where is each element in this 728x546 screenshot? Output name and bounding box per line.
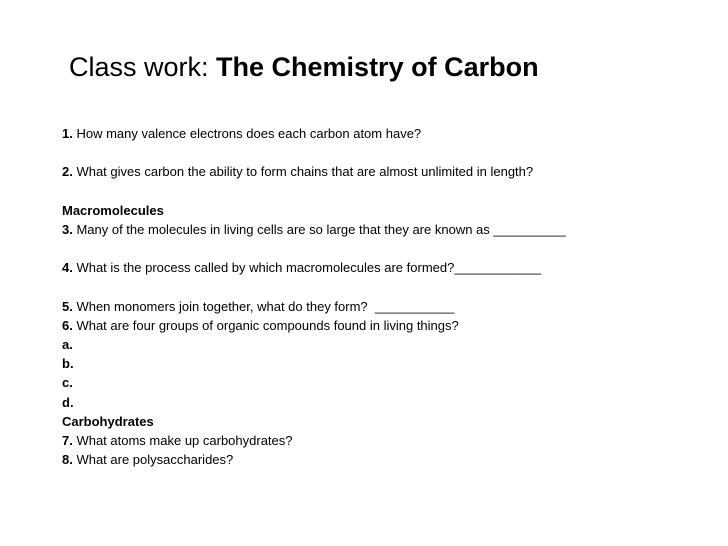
question-number: 2.: [62, 164, 73, 180]
question-text: When monomers join together, what do they form? ___________: [72, 298, 455, 314]
question-text: What are polysaccharides?: [72, 452, 234, 468]
worksheet-body: [62, 124, 702, 469]
question-number: 7.: [62, 433, 73, 448]
title-prefix: Class work:: [69, 52, 217, 82]
spacer: [62, 239, 702, 258]
question-8: [62, 450, 702, 469]
question-text: What atoms make up carbohydrates?: [72, 433, 293, 448]
question-text: Many of the molecules in living cells are so large that they are known as __________: [72, 221, 566, 237]
question-text: What are four groups of organic compounds found in living things?: [72, 317, 459, 333]
question-text: How many valence electrons does each carbon atom have?: [72, 126, 422, 141]
answer-label-a: a.: [62, 337, 73, 353]
spacer: [62, 182, 702, 201]
question-7: [62, 431, 702, 450]
question-number: 1.: [62, 126, 73, 141]
question-number: 6.: [62, 317, 73, 333]
spacer: [62, 278, 702, 297]
question-2: [62, 162, 702, 181]
question-number: 5.: [62, 298, 73, 314]
answer-label-b: b.: [62, 356, 74, 372]
section-heading-carbohydrates: Carbohydrates: [62, 413, 154, 429]
question-number: 3.: [62, 221, 73, 237]
question-number: 4.: [62, 260, 73, 276]
page-title: [69, 52, 539, 83]
question-number: 8.: [62, 452, 73, 468]
question-6: [62, 316, 702, 335]
section-heading-macromolecules: Macromolecules: [62, 202, 164, 218]
question-4: [62, 258, 702, 277]
question-5: [62, 297, 702, 316]
question-text: What is the process called by which macromolecules are formed?____________: [72, 260, 542, 276]
spacer: [62, 143, 702, 162]
answer-label-c: c.: [62, 375, 73, 391]
question-3: [62, 220, 702, 239]
question-text: What gives carbon the ability to form chains that are almost unlimited in length?: [72, 164, 534, 180]
answer-label-d: d.: [62, 394, 74, 410]
question-1: [62, 124, 702, 143]
title-main: The Chemistry of Carbon: [216, 52, 539, 82]
